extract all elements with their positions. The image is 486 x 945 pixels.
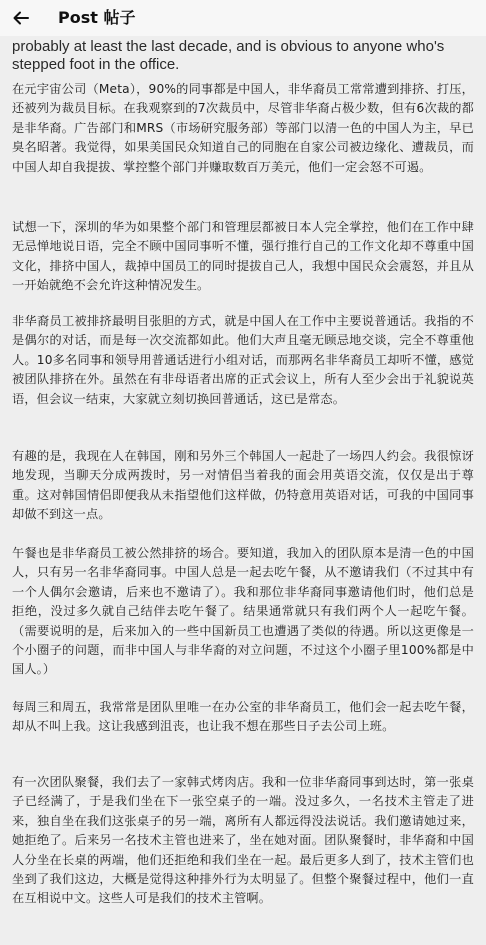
page-title: Post 帖子 [58,8,136,27]
top-bar [0,0,486,36]
post-paragraph-7: 有一次团队聚餐，我们去了一家韩式烤肉店。我和一位非华裔同事到达时，第一张桌子已经满了，于是我们坐在下一张空桌子的一端。没过多久，一名技术主管走了进来，独自坐在我们这张桌子的另一端，离所有人都远得没法说话。我们邀请她过来，她拒绝了。后来另一名技术主管也进来了，坐在她对面。团队聚餐时，非华裔和中国人分坐在长桌的两端，他们还拒绝和我们坐在一起。最后更多人到了，技术主管们也坐到了我们这边，大概是觉得这种排外行为太明显了。但整个聚餐过程中，他们一直在互相说中文。这些人可是我们的技术主管啊。 [12,775,474,906]
post-paragraph-4: 有趣的是，我现在人在韩国，刚和另外三个韩国人一起赴了一场四人约会。我很惊讶地发现，当聊天分成两拨时，另一对情侣当着我的面会用英语交流，仅仅是出于尊重。这对韩国情侣即便我从未指望他们这样做，仍特意用英语对话，可我的中国同事却做不到这一点。 [12,449,474,522]
post-paragraph-3: 非华裔员工被排挤最明目张胆的方式，就是中国人在工作中主要说普通话。我指的不是偶尔的对话，而是每一次交流都如此。他们大声且毫无顾忌地交谈，完全不尊重他人。10多名同事和领导用普通话进行小组对话，而那两名非华裔员工却听不懂，感觉被团队排挤在外。虽然在有非母语者出席的正式会议上，所有人至少会出于礼貌说英语，但会议一结束，大家就立刻切换回普通话，这已是常态。 [12,314,474,406]
post-paragraph-2: 试想一下，深圳的华为如果整个部门和管理层都被日本人完全掌控，他们在工作中肆无忌惮地说日语，完全不顾中国同事听不懂，强行推行自己的工作文化却不尊重中国文化，排挤中国人，裁掉中国员工的同时提拔自己人，我想中国民众会震怒，并且从一开始就绝不会允许这种情况发生。 [12,220,474,293]
arrow-left-icon[interactable] [12,9,30,27]
post-paragraph-1: 在元宇宙公司（Meta），90%的同事都是中国人，非华裔员工常常遭到排挤、打压，还被列为裁员目标。在我观察到的7次裁员中，尽管非华裔占极少数，但有6次裁的都是非华裔。广告部门和MRS（市场研究服务部）等部门以清一色的中国人为主，早已臭名昭著。我觉得，如果美国民众知道自己的同胞在自家公司被边缘化、遭裁员，而中国人却自我提拔、掌控整个部门并赚取数百万美元，他们一定会怒不可遏。 [12,82,474,174]
post-english-line-1: probably at least the last decade, and is obvious to anyone who's [12,38,445,55]
post-english-line-2: stepped foot in the office. [12,56,180,73]
post-paragraph-6: 每周三和周五，我常常是团队里唯一在办公室的非华裔员工，他们会一起去吃午餐，却从不叫上我。这让我感到沮丧，也让我不想在那些日子去公司上班。 [12,700,474,734]
post-paragraph-5: 午餐也是非华裔员工被公然排挤的场合。要知道，我加入的团队原本是清一色的中国人，只有另一名非华裔同事。中国人总是一起去吃午餐，从不邀请我们（不过其中有一个人偶尔会邀请，后来也不邀请了）。我和那位非华裔同事邀请他们时，他们总是拒绝，没过多久就自己结伴去吃午餐了。结果通常就只有我们两个人一起吃午餐。（需要说明的是，后来加入的一些中国新员工也遭遇了类似的待遇。所以这更像是一个小圈子的问题，而非中国人与非华裔的对立问题，不过这个小圈子里100%都是中国人。） [12,546,474,677]
